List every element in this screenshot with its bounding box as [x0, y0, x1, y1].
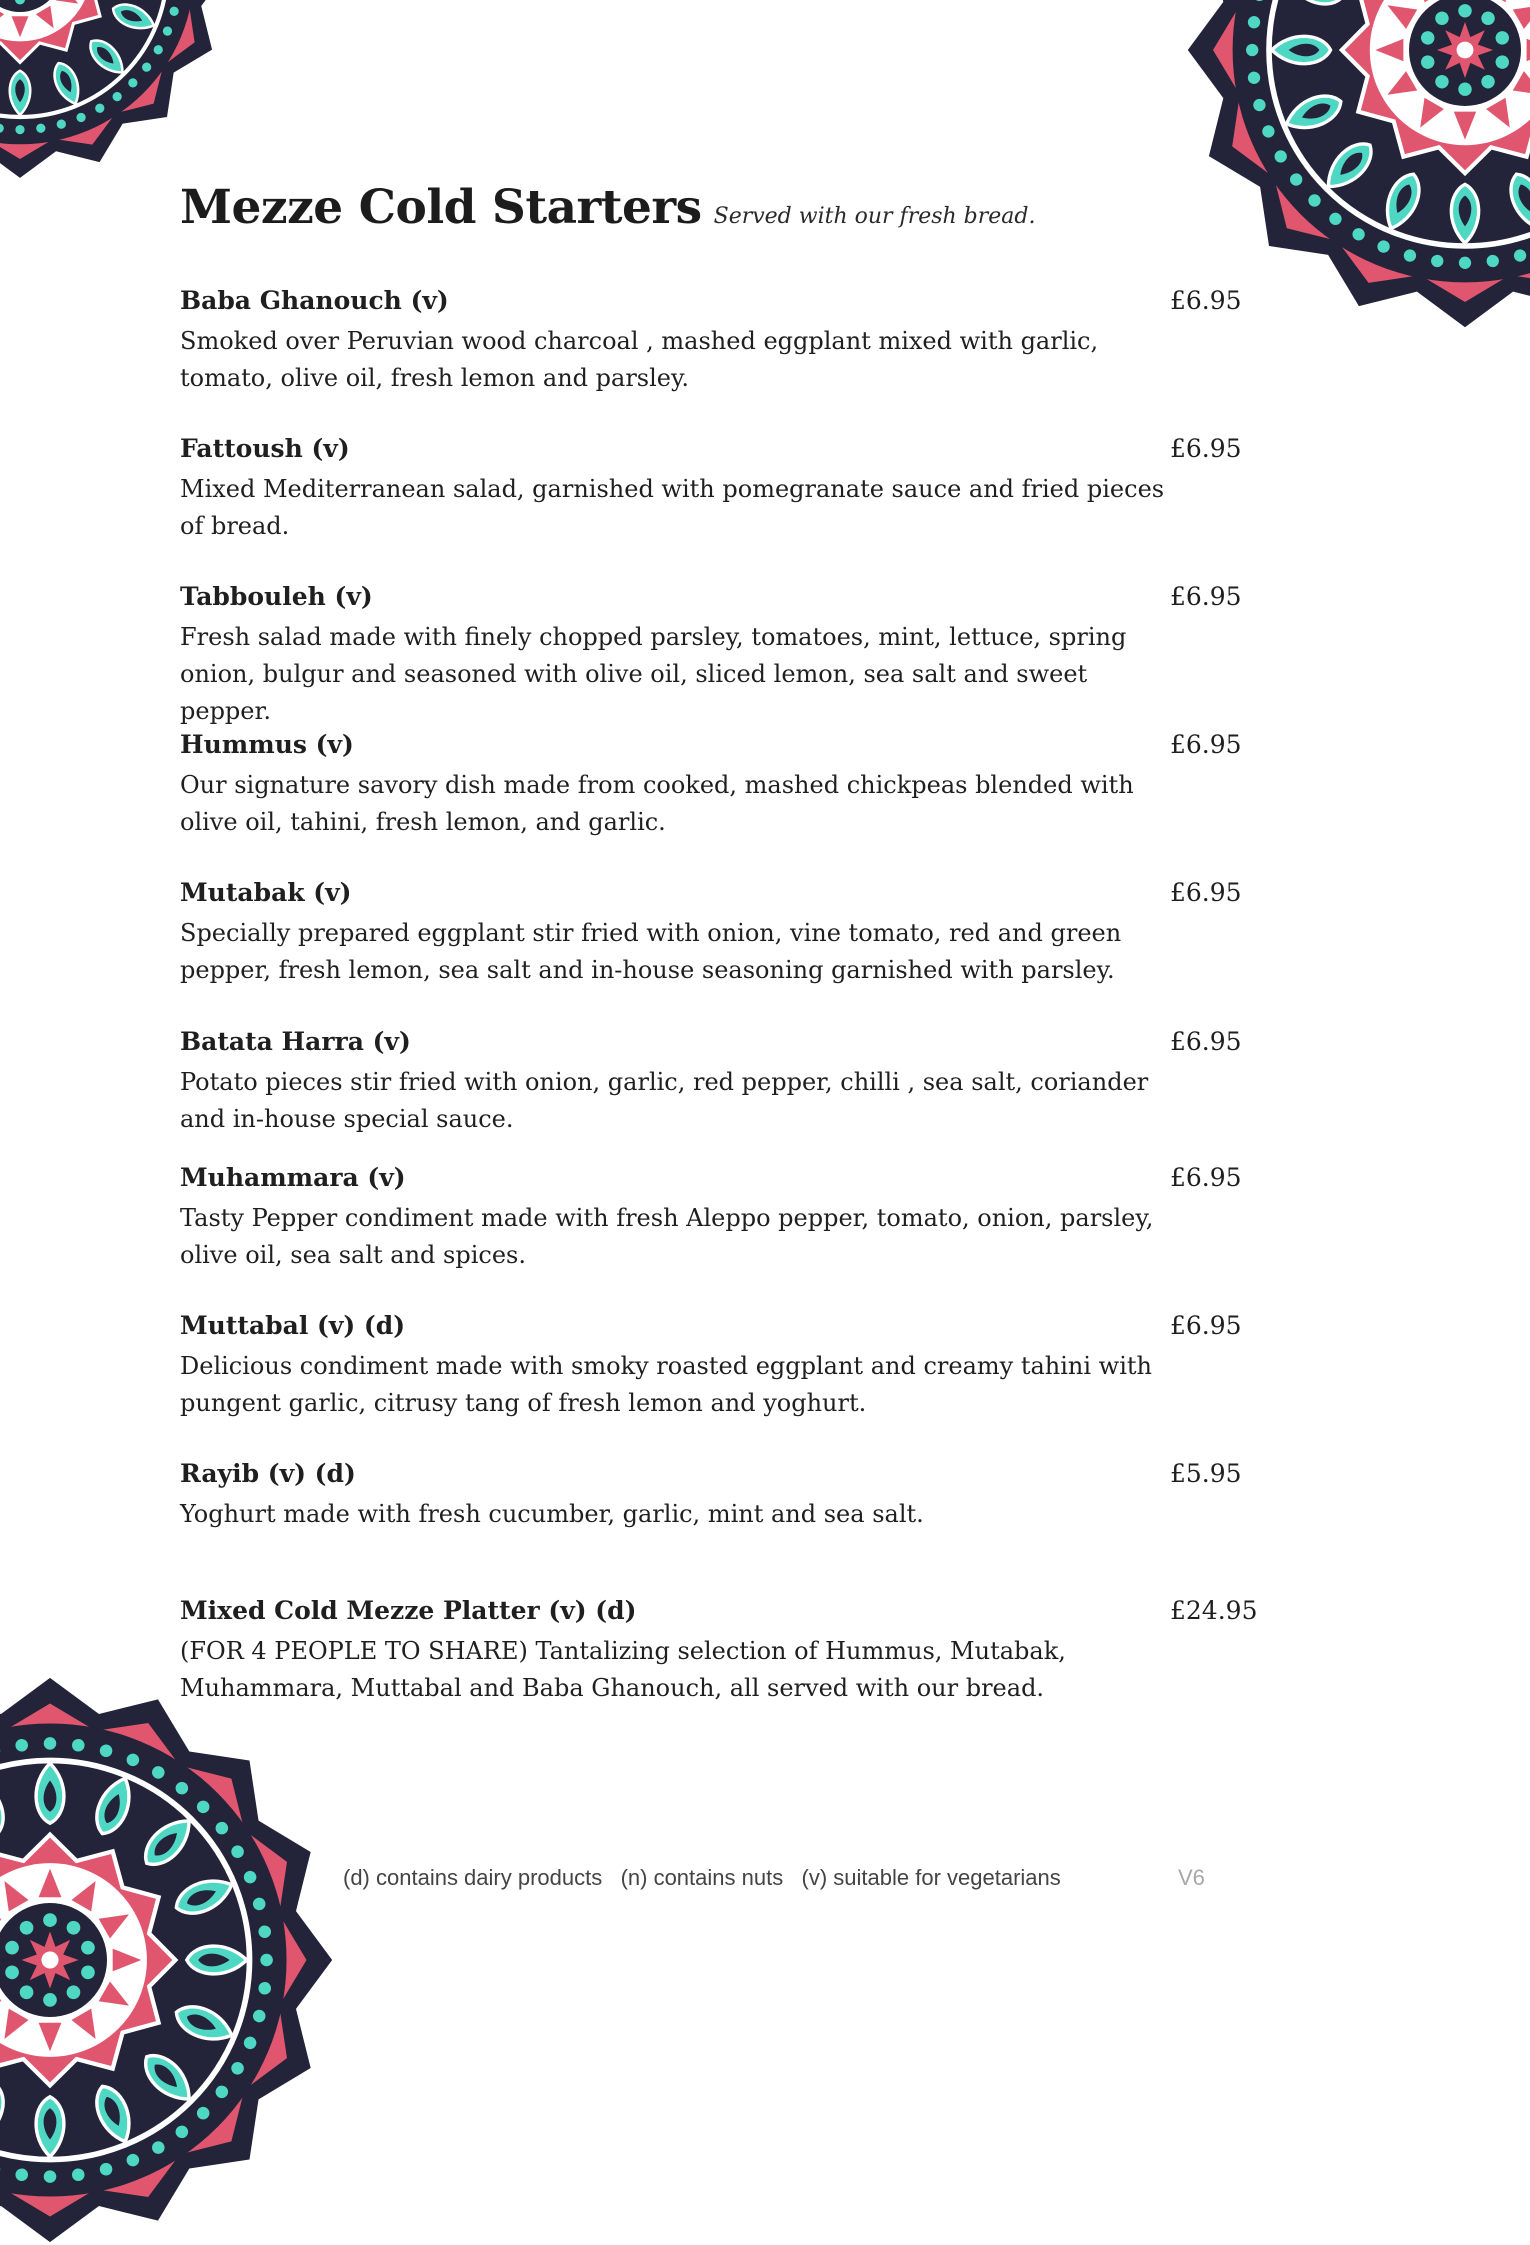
menu-item-description: Tasty Pepper condiment made with fresh Aleppo pepper, tomato, onion, parsley, olive oil, sea salt and spices.: [180, 1204, 1154, 1269]
menu-item-description: Potato pieces stir fried with onion, garlic, red pepper, chilli , sea salt, coriander and in-house special sauce.: [180, 1068, 1149, 1133]
menu-item-description: Mixed Mediterranean salad, garnished with pomegranate sauce and fried pieces of bread.: [180, 475, 1165, 540]
menu-item-name: Baba Ghanouch (v): [180, 286, 449, 315]
menu-item-price: £6.95: [1170, 1163, 1242, 1192]
mandala-ornament-top-right: [1185, 0, 1530, 330]
menu-item-name: Batata Harra (v): [180, 1027, 411, 1056]
menu-item-name: Muhammara (v): [180, 1163, 406, 1192]
menu-item-name: Fattoush (v): [180, 434, 350, 463]
dietary-legend: (d) contains dairy products (n) contains nuts (v) suitable for vegetarians: [343, 1865, 1061, 1890]
menu-item-price: £6.95: [1170, 878, 1242, 907]
menu-item-price: £6.95: [1170, 286, 1242, 315]
page-subtitle: Served with our fresh bread.: [713, 204, 1036, 229]
menu-item-price: £6.95: [1170, 434, 1242, 463]
menu-item-name: Mixed Cold Mezze Platter (v) (d): [180, 1596, 637, 1625]
menu-item-name: Hummus (v): [180, 730, 354, 759]
menu-item-price: £6.95: [1170, 1027, 1242, 1056]
menu-item-price: £24.95: [1170, 1596, 1258, 1625]
menu-item-description: Specially prepared eggplant stir fried with onion, vine tomato, red and green pepper, fresh lemon, sea salt and in-house seasoning garnished with parsley.: [180, 919, 1122, 984]
page-header: [180, 180, 1036, 235]
menu-item-name: Muttabal (v) (d): [180, 1311, 406, 1340]
mandala-ornament-bottom-left: [0, 1675, 335, 2245]
menu-item-price: £5.95: [1170, 1459, 1242, 1488]
menu-item-name: Tabbouleh (v): [180, 582, 373, 611]
page-title: Mezze Cold Starters: [180, 180, 702, 235]
menu-item-description: Yoghurt made with fresh cucumber, garlic, mint and sea salt.: [180, 1500, 924, 1528]
menu-item-description: Smoked over Peruvian wood charcoal , mashed eggplant mixed with garlic, tomato, olive oil, fresh lemon and parsley.: [180, 327, 1099, 392]
mandala-ornament-top-left: [0, 0, 230, 180]
menu-item-price: £6.95: [1170, 730, 1242, 759]
menu-item-description: Delicious condiment made with smoky roasted eggplant and creamy tahini with pungent garlic, citrusy tang of fresh lemon and yoghurt.: [180, 1352, 1152, 1417]
menu-item-description: Fresh salad made with finely chopped parsley, tomatoes, mint, lettuce, spring onion, bulgur and seasoned with olive oil, sliced lemon, sea salt and sweet pepper.: [180, 623, 1127, 725]
menu-item-description: (FOR 4 PEOPLE TO SHARE) Tantalizing selection of Hummus, Mutabak, Muhammara, Muttabal and Baba Ghanouch, all served with our bread.: [180, 1637, 1066, 1702]
menu-item-name: Rayib (v) (d): [180, 1459, 356, 1488]
menu-item-price: £6.95: [1170, 1311, 1242, 1340]
menu-item-name: Mutabak (v): [180, 878, 352, 907]
menu-item-price: £6.95: [1170, 582, 1242, 611]
version-label: V6: [1178, 1865, 1205, 1890]
menu-item-description: Our signature savory dish made from cooked, mashed chickpeas blended with olive oil, tahini, fresh lemon, and garlic.: [180, 771, 1134, 836]
